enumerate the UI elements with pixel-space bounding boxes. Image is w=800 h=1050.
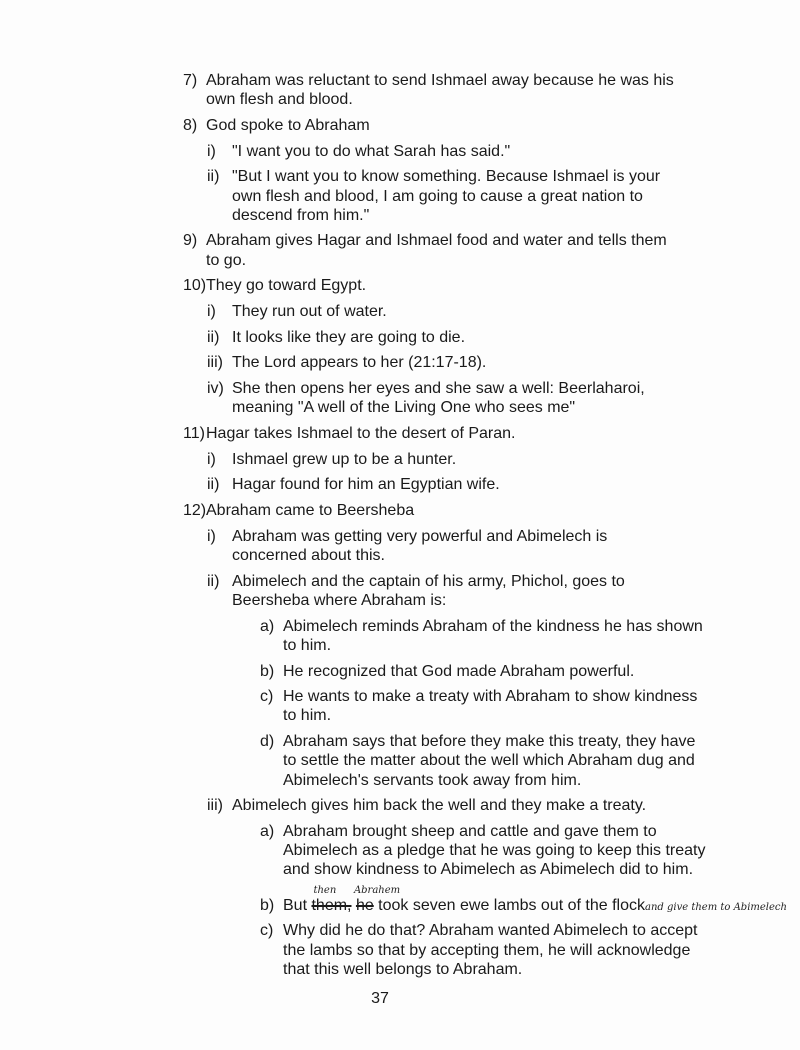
text-line: They go toward Egypt.: [206, 277, 367, 295]
list-marker: 12): [183, 502, 207, 520]
list-marker: ii): [207, 168, 220, 186]
list-item: [183, 276, 783, 295]
list-marker: i): [207, 450, 216, 468]
text-line: Abimelech as a pledge that he was going to keep this treaty: [283, 842, 706, 860]
list-marker: i): [207, 303, 216, 321]
text-line: He recognized that God made Abraham powerful.: [283, 662, 635, 680]
list-marker: iii): [207, 797, 223, 815]
text-line: Abraham brought sheep and cattle and gave them to: [283, 823, 657, 840]
list-marker: ii): [207, 476, 220, 494]
text-line: own flesh and blood, I am going to cause a great nation to: [232, 187, 643, 205]
text-line: Abimelech and the captain of his army, Phichol, goes to: [232, 572, 625, 590]
list-marker: c): [260, 922, 274, 940]
list-item: [183, 796, 783, 815]
text-line: The Lord appears to her (21:17-18).: [232, 354, 487, 372]
list-marker: 8): [183, 116, 198, 134]
text-line: Why did he do that? Abraham wanted Abimelech to accept: [283, 922, 698, 940]
list-item: [183, 475, 783, 494]
text-line: to settle the matter about the well which Abraham dug and: [283, 752, 695, 770]
list-marker: 10): [183, 277, 207, 295]
text-line: Abimelech reminds Abraham of the kindness he has shown: [283, 617, 703, 635]
text-line: to him.: [283, 707, 332, 725]
list-item: [183, 822, 783, 880]
list-item: [183, 501, 783, 520]
list-item: [183, 424, 783, 443]
text-line: Abraham gives Hagar and Ishmael food and water and tells them: [206, 232, 667, 250]
list-item: [183, 527, 783, 565]
text-line: Abraham says that before they make this treaty, they have: [283, 733, 696, 751]
list-item: [183, 71, 783, 109]
text-line: descend from him.": [232, 206, 370, 224]
list-item: [183, 450, 783, 469]
text-line: He wants to make a treaty with Abraham to show kindness: [283, 688, 698, 706]
list-marker: c): [260, 688, 274, 706]
page-number: 37: [371, 990, 389, 1007]
text-line: They run out of water.: [232, 303, 387, 321]
list-marker: iv): [207, 380, 224, 398]
text: took seven ewe lambs out of the flock: [373, 896, 645, 914]
text-line: to go.: [206, 251, 247, 269]
list-marker: d): [260, 733, 275, 751]
list-marker: 11): [183, 425, 205, 443]
list-marker: ii): [207, 572, 220, 590]
text-line: the lambs so that by accepting them, he will acknowledge: [283, 941, 691, 959]
list-item: [183, 231, 783, 269]
list-item: [183, 572, 783, 610]
list-item: [183, 687, 783, 725]
text-line: It looks like they are going to die.: [232, 328, 466, 346]
struck-text: them,: [311, 896, 352, 914]
list-item: [183, 328, 783, 347]
edited-line: [283, 884, 787, 915]
list-item: [183, 884, 787, 915]
text-line: God spoke to Abraham: [206, 116, 370, 134]
list-marker: b): [260, 896, 275, 914]
list-item: [183, 617, 783, 655]
text-line: own flesh and blood.: [206, 91, 353, 109]
handwritten-note: and give them to Abimelech: [645, 901, 787, 913]
text-line: that this well belongs to Abraham.: [283, 960, 523, 978]
text-line: Abraham came to Beersheba: [206, 502, 415, 520]
text-line: Hagar found for him an Egyptian wife.: [232, 476, 500, 494]
list-item: [183, 732, 783, 790]
text-line: meaning "A well of the Living One who sees me": [232, 399, 576, 417]
list-marker: ii): [207, 328, 220, 346]
list-item: [183, 379, 783, 417]
text-line: to him.: [283, 636, 332, 654]
list-marker: a): [260, 823, 275, 840]
list-item: [183, 142, 783, 161]
list-marker: b): [260, 662, 275, 680]
handwritten-insertion: Abrahem: [353, 884, 401, 896]
text-line: and show kindness to Abimelech as Abimelech did to him.: [283, 861, 694, 879]
list-item: [183, 302, 783, 321]
text-line: Beersheba where Abraham is:: [232, 591, 447, 609]
list-item: [183, 662, 783, 681]
list-marker: 7): [183, 72, 198, 89]
text-line: Abimelech gives him back the well and they make a treaty.: [232, 797, 647, 815]
list-marker: a): [260, 617, 275, 635]
text-line: She then opens her eyes and she saw a well: Beerlaharoi,: [232, 380, 645, 398]
text-line: concerned about this.: [232, 547, 385, 565]
list-item: [183, 921, 783, 979]
text-line: Abraham was getting very powerful and Abimelech is: [232, 527, 608, 545]
text-line: Hagar takes Ishmael to the desert of Paran.: [206, 425, 516, 443]
struck-text: he: [355, 896, 374, 914]
list-marker: i): [207, 142, 216, 160]
list-marker: i): [207, 527, 216, 545]
list-item: [183, 116, 783, 135]
text-line: "I want you to do what Sarah has said.": [232, 142, 511, 160]
handwritten-insertion: then: [313, 884, 337, 896]
text: But: [283, 896, 312, 914]
text-line: Abraham was reluctant to send Ishmael away because he was his: [206, 72, 674, 89]
list-marker: 9): [183, 232, 198, 250]
list-marker: iii): [207, 354, 223, 372]
text-line: Ishmael grew up to be a hunter.: [232, 450, 457, 468]
text-line: "But I want you to know something. Because Ishmael is your: [232, 168, 661, 186]
document-body: [183, 71, 787, 979]
list-item: [183, 167, 783, 225]
text-line: Abimelech's servants took away from him.: [283, 771, 582, 789]
list-item: [183, 353, 783, 372]
